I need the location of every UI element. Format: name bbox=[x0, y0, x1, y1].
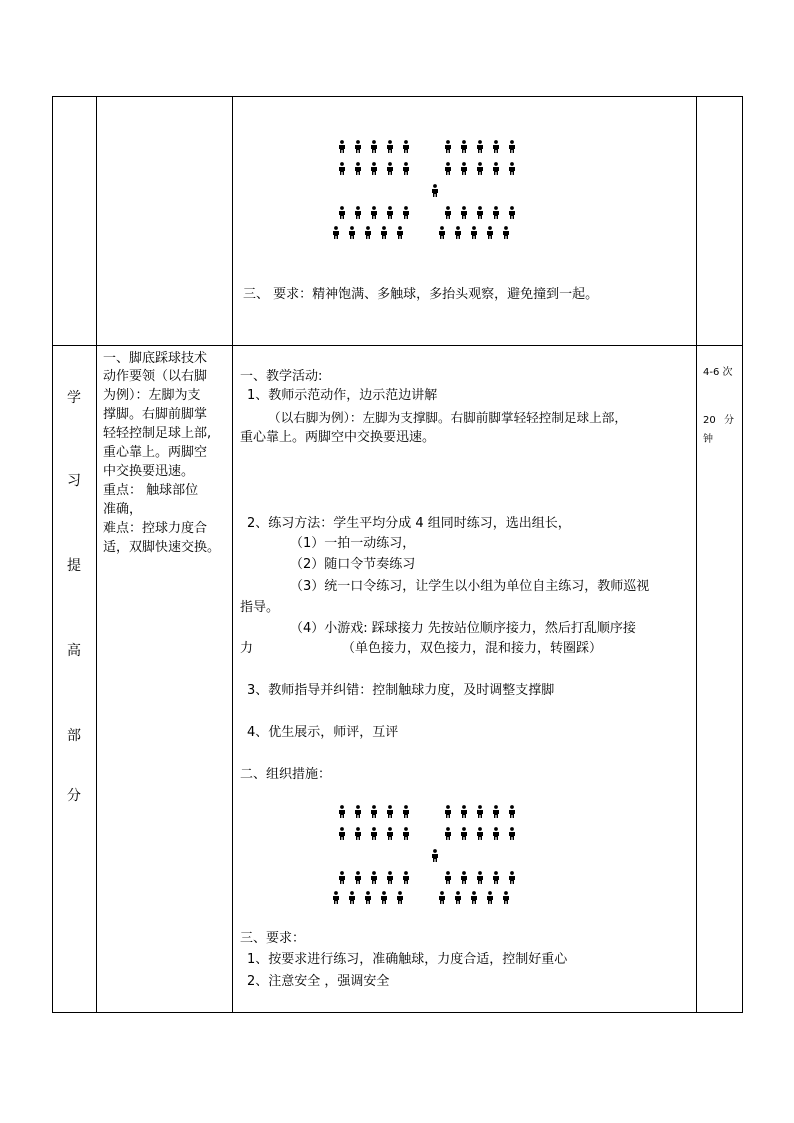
activity-item-2-sub: 力 bbox=[240, 641, 254, 656]
student-icon bbox=[371, 871, 377, 884]
student-icon bbox=[493, 805, 499, 818]
activity-item-1-body: （以右脚为例）：左脚为支撑脚。右脚前脚掌轻轻控制足球上部， bbox=[268, 410, 627, 425]
duration-number: 20 bbox=[703, 415, 716, 426]
content-line: 动作要领（以右脚 bbox=[103, 369, 208, 384]
table-column-divider bbox=[96, 96, 97, 1013]
content-line: 为例）：左脚为支 bbox=[103, 388, 201, 403]
student-icon bbox=[461, 827, 467, 840]
student-icon bbox=[387, 805, 393, 818]
student-icon bbox=[471, 891, 477, 904]
content-line: 撑脚。右脚前脚掌 bbox=[103, 407, 208, 422]
student-icon bbox=[381, 891, 387, 904]
student-icon bbox=[387, 206, 393, 219]
student-icon bbox=[403, 206, 409, 219]
student-icon bbox=[493, 140, 499, 153]
repetition-count: 4-6 次 bbox=[703, 367, 733, 378]
student-icon bbox=[493, 206, 499, 219]
student-icon bbox=[339, 162, 345, 175]
student-icon bbox=[509, 871, 515, 884]
difficulty-line: 适，双脚快速交换。 bbox=[103, 540, 221, 555]
top-requirement-text: 三、 要求：精神饱满、多触球，多抬头观察，避免撞到一起。 bbox=[243, 287, 599, 302]
student-icon bbox=[365, 226, 371, 239]
section-label-char: 习 bbox=[67, 473, 81, 489]
student-icon bbox=[355, 827, 361, 840]
activity-item-4: 4、优生展示，师评，互评 bbox=[247, 725, 399, 740]
student-icon bbox=[403, 871, 409, 884]
student-icon bbox=[493, 162, 499, 175]
activity-item-2-sub: （4）小游戏: 踩球接力 先按站位顺序接力，然后打乱顺序接 bbox=[290, 621, 636, 636]
student-icon bbox=[461, 871, 467, 884]
student-icon bbox=[461, 162, 467, 175]
table-border-top bbox=[52, 96, 743, 97]
duration-unit: 分 bbox=[724, 415, 734, 426]
student-icon bbox=[387, 871, 393, 884]
student-icon bbox=[487, 226, 493, 239]
student-icon bbox=[477, 162, 483, 175]
activity-item-3: 3、教师指导并纠错：控制触球力度，及时调整支撑脚 bbox=[247, 683, 555, 698]
student-icon bbox=[439, 891, 445, 904]
section-label-char: 部 bbox=[67, 728, 81, 744]
section-label-char: 高 bbox=[67, 643, 81, 659]
content-title: 一、脚底踩球技术 bbox=[103, 351, 208, 366]
student-icon bbox=[445, 162, 451, 175]
formation-diagram-svg bbox=[332, 138, 522, 243]
section-label-char: 学 bbox=[67, 390, 81, 406]
student-icon bbox=[445, 805, 451, 818]
section-label-char: 提 bbox=[67, 558, 81, 574]
student-icon bbox=[339, 805, 345, 818]
student-icon bbox=[339, 140, 345, 153]
content-line: 轻轻控制足球上部, bbox=[103, 426, 212, 441]
activity-heading: 一、教学活动: bbox=[240, 369, 323, 384]
student-icon bbox=[333, 891, 339, 904]
student-icon bbox=[503, 891, 509, 904]
student-icon bbox=[387, 162, 393, 175]
activity-item-2-sub: 指导。 bbox=[240, 600, 280, 615]
student-icon bbox=[455, 891, 461, 904]
student-icon bbox=[445, 827, 451, 840]
difficulty-line: 难点：控球力度合 bbox=[103, 521, 208, 536]
student-icon bbox=[339, 871, 345, 884]
formation-diagram-top bbox=[332, 138, 522, 243]
table-row-divider bbox=[52, 345, 743, 346]
activity-item-2-sub: （2）随口令节奏练习 bbox=[290, 557, 416, 572]
formation-diagram-svg bbox=[332, 803, 522, 908]
formation-diagram-bottom bbox=[332, 803, 522, 908]
student-icon bbox=[439, 226, 445, 239]
student-icon bbox=[355, 162, 361, 175]
student-icon bbox=[471, 226, 477, 239]
table-column-divider bbox=[696, 96, 697, 1013]
key-point-line: 准确， bbox=[103, 502, 143, 517]
content-line: 中交换要迅速。 bbox=[103, 464, 195, 479]
student-icon bbox=[493, 871, 499, 884]
student-icon bbox=[477, 871, 483, 884]
student-icon bbox=[365, 891, 371, 904]
activity-item-2-sub: （单色接力，双色接力，混和接力，转圈踩） bbox=[342, 641, 603, 656]
student-icon bbox=[371, 827, 377, 840]
student-icon bbox=[371, 805, 377, 818]
student-icon bbox=[403, 162, 409, 175]
student-icon bbox=[397, 226, 403, 239]
teacher-icon bbox=[432, 184, 438, 197]
organization-heading: 二、组织措施： bbox=[240, 767, 332, 782]
activity-item-1-title: 1、教师示范动作，边示范边讲解 bbox=[247, 388, 438, 403]
student-icon bbox=[397, 891, 403, 904]
section-label-char: 分 bbox=[67, 788, 81, 804]
student-icon bbox=[403, 140, 409, 153]
table-column-divider bbox=[232, 96, 233, 1013]
student-icon bbox=[509, 206, 515, 219]
student-icon bbox=[477, 140, 483, 153]
student-icon bbox=[493, 827, 499, 840]
student-icon bbox=[355, 140, 361, 153]
student-icon bbox=[503, 226, 509, 239]
student-icon bbox=[461, 206, 467, 219]
content-line: 重心靠上。两脚空 bbox=[103, 445, 208, 460]
duration-unit: 钟 bbox=[703, 434, 713, 445]
student-icon bbox=[509, 162, 515, 175]
activity-item-2-title: 2、练习方法：学生平均分成 4 组同时练习，选出组长， bbox=[247, 516, 571, 531]
requirement-item: 2、注意安全 ，强调安全 bbox=[247, 974, 390, 989]
student-icon bbox=[371, 162, 377, 175]
student-icon bbox=[339, 827, 345, 840]
student-icon bbox=[509, 805, 515, 818]
student-icon bbox=[333, 226, 339, 239]
student-icon bbox=[461, 805, 467, 818]
student-icon bbox=[445, 871, 451, 884]
student-icon bbox=[445, 140, 451, 153]
table-border-bottom bbox=[52, 1012, 743, 1013]
activity-item-2-sub: （3）统一口令练习，让学生以小组为单位自主练习，教师巡视 bbox=[290, 579, 650, 594]
requirement-item: 1、按要求进行练习，准确触球，力度合适，控制好重心 bbox=[247, 952, 568, 967]
student-icon bbox=[455, 226, 461, 239]
student-icon bbox=[445, 206, 451, 219]
student-icon bbox=[509, 827, 515, 840]
student-icon bbox=[349, 226, 355, 239]
table-border-right bbox=[742, 96, 743, 1013]
teacher-icon bbox=[432, 849, 438, 862]
student-icon bbox=[509, 140, 515, 153]
student-icon bbox=[381, 226, 387, 239]
student-icon bbox=[355, 805, 361, 818]
student-icon bbox=[387, 827, 393, 840]
requirements-heading: 三、要求： bbox=[240, 931, 306, 946]
student-icon bbox=[371, 140, 377, 153]
student-icon bbox=[355, 206, 361, 219]
student-icon bbox=[355, 871, 361, 884]
student-icon bbox=[403, 827, 409, 840]
student-icon bbox=[477, 206, 483, 219]
student-icon bbox=[477, 827, 483, 840]
student-icon bbox=[477, 805, 483, 818]
activity-item-2-sub: （1）一拍一动练习， bbox=[290, 536, 416, 551]
student-icon bbox=[403, 805, 409, 818]
student-icon bbox=[461, 140, 467, 153]
student-icon bbox=[349, 891, 355, 904]
student-icon bbox=[387, 140, 393, 153]
key-point-line: 重点： 触球部位 bbox=[103, 483, 199, 498]
student-icon bbox=[371, 206, 377, 219]
table-border-left bbox=[52, 96, 53, 1013]
student-icon bbox=[339, 206, 345, 219]
activity-item-1-body: 重心靠上。两脚空中交换要迅速。 bbox=[240, 430, 436, 445]
student-icon bbox=[487, 891, 493, 904]
